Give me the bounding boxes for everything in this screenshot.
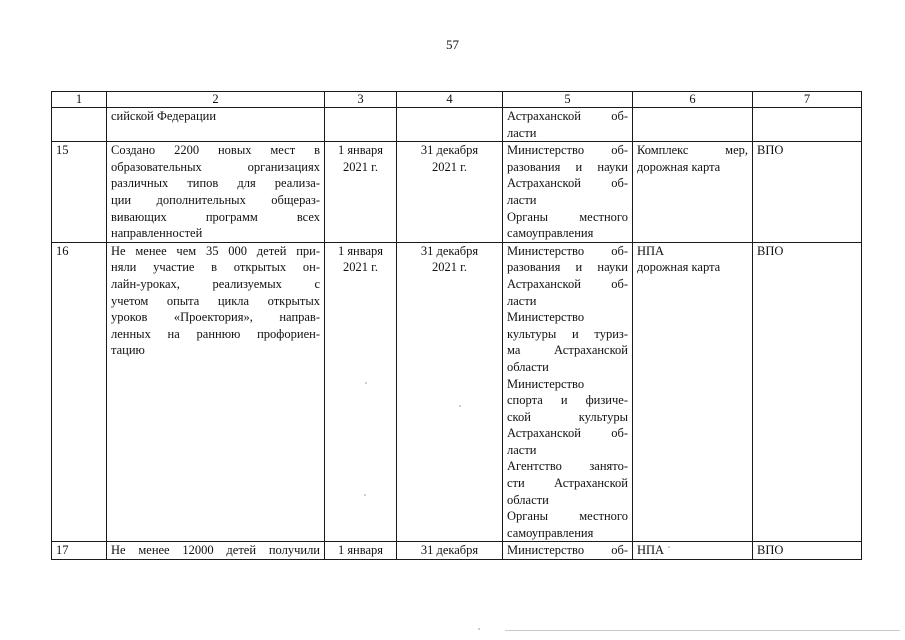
- cell-line: самоуправления: [507, 226, 594, 241]
- cell-line: Астраханской об-: [507, 109, 628, 123]
- cell-start-date: [325, 142, 397, 243]
- cell-responsible: [503, 542, 633, 560]
- cell-line: дорожная карта: [637, 159, 721, 174]
- column-header: 4: [397, 92, 503, 108]
- cell-line: Астраханской об-: [507, 176, 628, 191]
- cell-line: лайн-уроках, реализуемых с: [111, 276, 320, 291]
- scan-speck: [365, 382, 367, 384]
- cell-responsible: [503, 142, 633, 243]
- scan-speck: [668, 546, 670, 548]
- cell-measure: [107, 542, 325, 560]
- cell-line: Министерство об-: [507, 243, 628, 258]
- cell-line: сти Астраханской: [507, 476, 628, 491]
- cell-end-date: [397, 142, 503, 243]
- cell-line: НПА: [637, 243, 665, 258]
- cell-line: уроков «Проектория», направ-: [111, 310, 320, 325]
- cell-responsible: [503, 242, 633, 542]
- scan-speck: [459, 405, 461, 407]
- cell-responsible: [503, 108, 633, 142]
- cell-line: ласти: [507, 293, 537, 308]
- cell-end-date: [397, 542, 503, 560]
- cell-type: ВПО: [753, 142, 862, 243]
- cell-line: Министерство: [507, 376, 585, 391]
- cell-line: самоуправления: [507, 525, 594, 540]
- cell-line: 1 января: [337, 243, 384, 258]
- cell-line: Органы местного: [507, 209, 628, 224]
- cell-line: области: [507, 359, 549, 374]
- table-row: [52, 542, 862, 560]
- cell-line: разования и науки: [507, 159, 628, 174]
- cell-line: ласти: [507, 192, 537, 207]
- scan-speck: [478, 628, 480, 630]
- cell-end-date: [397, 242, 503, 542]
- cell-line: учетом опыта цикла открытых: [111, 293, 320, 308]
- cell-line: тацию: [111, 343, 145, 358]
- cell-line: Не менее чем 35 000 детей при-: [111, 243, 320, 258]
- column-header: 5: [503, 92, 633, 108]
- cell-line: 2021 г.: [432, 159, 467, 174]
- cell-line: 31 декабря: [420, 243, 479, 258]
- cell-line: культуры и туриз-: [507, 326, 628, 341]
- cell-line: няли участие в открытых он-: [111, 260, 320, 275]
- cell-line: 31 декабря: [420, 143, 479, 158]
- cell-type: ВПО: [753, 542, 862, 560]
- page-number: 57: [446, 37, 459, 52]
- column-header: 2: [107, 92, 325, 108]
- cell-start-date: [325, 242, 397, 542]
- cell-line: Министерство: [507, 310, 585, 325]
- cell-line: ской культуры: [507, 409, 628, 424]
- cell-line: области: [507, 492, 549, 507]
- scan-speck: [364, 494, 366, 496]
- cell-number: 15: [52, 142, 107, 243]
- cell-document: [633, 108, 753, 142]
- cell-line: ласти: [507, 125, 537, 140]
- column-header: 3: [325, 92, 397, 108]
- cell-end-date: [397, 108, 503, 142]
- cell-measure: [107, 142, 325, 243]
- cell-line: различных типов для реализа-: [111, 176, 320, 191]
- cell-line: Органы местного: [507, 509, 628, 524]
- cell-document: [633, 142, 753, 243]
- cell-start-date: [325, 108, 397, 142]
- column-header-row: [52, 92, 862, 108]
- table-row: [52, 108, 862, 142]
- cell-document: [633, 542, 753, 560]
- cell-line: Не менее 12000 детей получили: [111, 543, 320, 558]
- cell-line: Министерство об-: [507, 543, 628, 558]
- cell-line: образовательных организациях: [111, 159, 320, 174]
- cell-type: ВПО: [753, 242, 862, 542]
- cell-line: дорожная карта: [637, 260, 721, 275]
- cell-line: спорта и физиче-: [507, 393, 628, 408]
- cell-line: Создано 2200 новых мест в: [111, 143, 320, 158]
- measures-table: [51, 91, 862, 560]
- column-header: 7: [753, 92, 862, 108]
- cell-line: Комплекс мер,: [637, 143, 748, 158]
- cell-type: [753, 108, 862, 142]
- cell-number: [52, 108, 107, 142]
- cell-line: Астраханской об-: [507, 276, 628, 291]
- cell-line: направленностей: [111, 226, 203, 241]
- cell-line: ленных на раннюю профориен-: [111, 326, 320, 341]
- cell-measure: [107, 108, 325, 142]
- cell-line: ции дополнительных общераз-: [111, 192, 320, 207]
- table-row: [52, 142, 862, 243]
- cell-line: ласти: [507, 442, 537, 457]
- cell-start-date: [325, 542, 397, 560]
- scan-bottom-rule: [505, 630, 900, 631]
- column-header: 1: [52, 92, 107, 108]
- cell-line: разования и науки: [507, 260, 628, 275]
- cell-line: 2021 г.: [343, 260, 378, 275]
- cell-number: 16: [52, 242, 107, 542]
- cell-line: Астраханской об-: [507, 426, 628, 441]
- cell-line: ма Астраханской: [507, 343, 628, 358]
- cell-document: [633, 242, 753, 542]
- cell-line: 31 декабря: [420, 543, 479, 558]
- cell-line: Агентство занято-: [507, 459, 628, 474]
- column-header: 6: [633, 92, 753, 108]
- cell-line: 2021 г.: [343, 159, 378, 174]
- cell-line: вивающих программ всех: [111, 209, 320, 224]
- table-row: [52, 242, 862, 542]
- cell-line: 2021 г.: [432, 260, 467, 275]
- cell-number: 17: [52, 542, 107, 560]
- cell-line: 1 января: [337, 543, 384, 558]
- cell-line: НПА: [637, 543, 665, 558]
- cell-measure: [107, 242, 325, 542]
- cell-line: сийской Федерации: [111, 109, 217, 123]
- cell-line: 1 января: [337, 143, 384, 158]
- cell-line: Министерство об-: [507, 143, 628, 158]
